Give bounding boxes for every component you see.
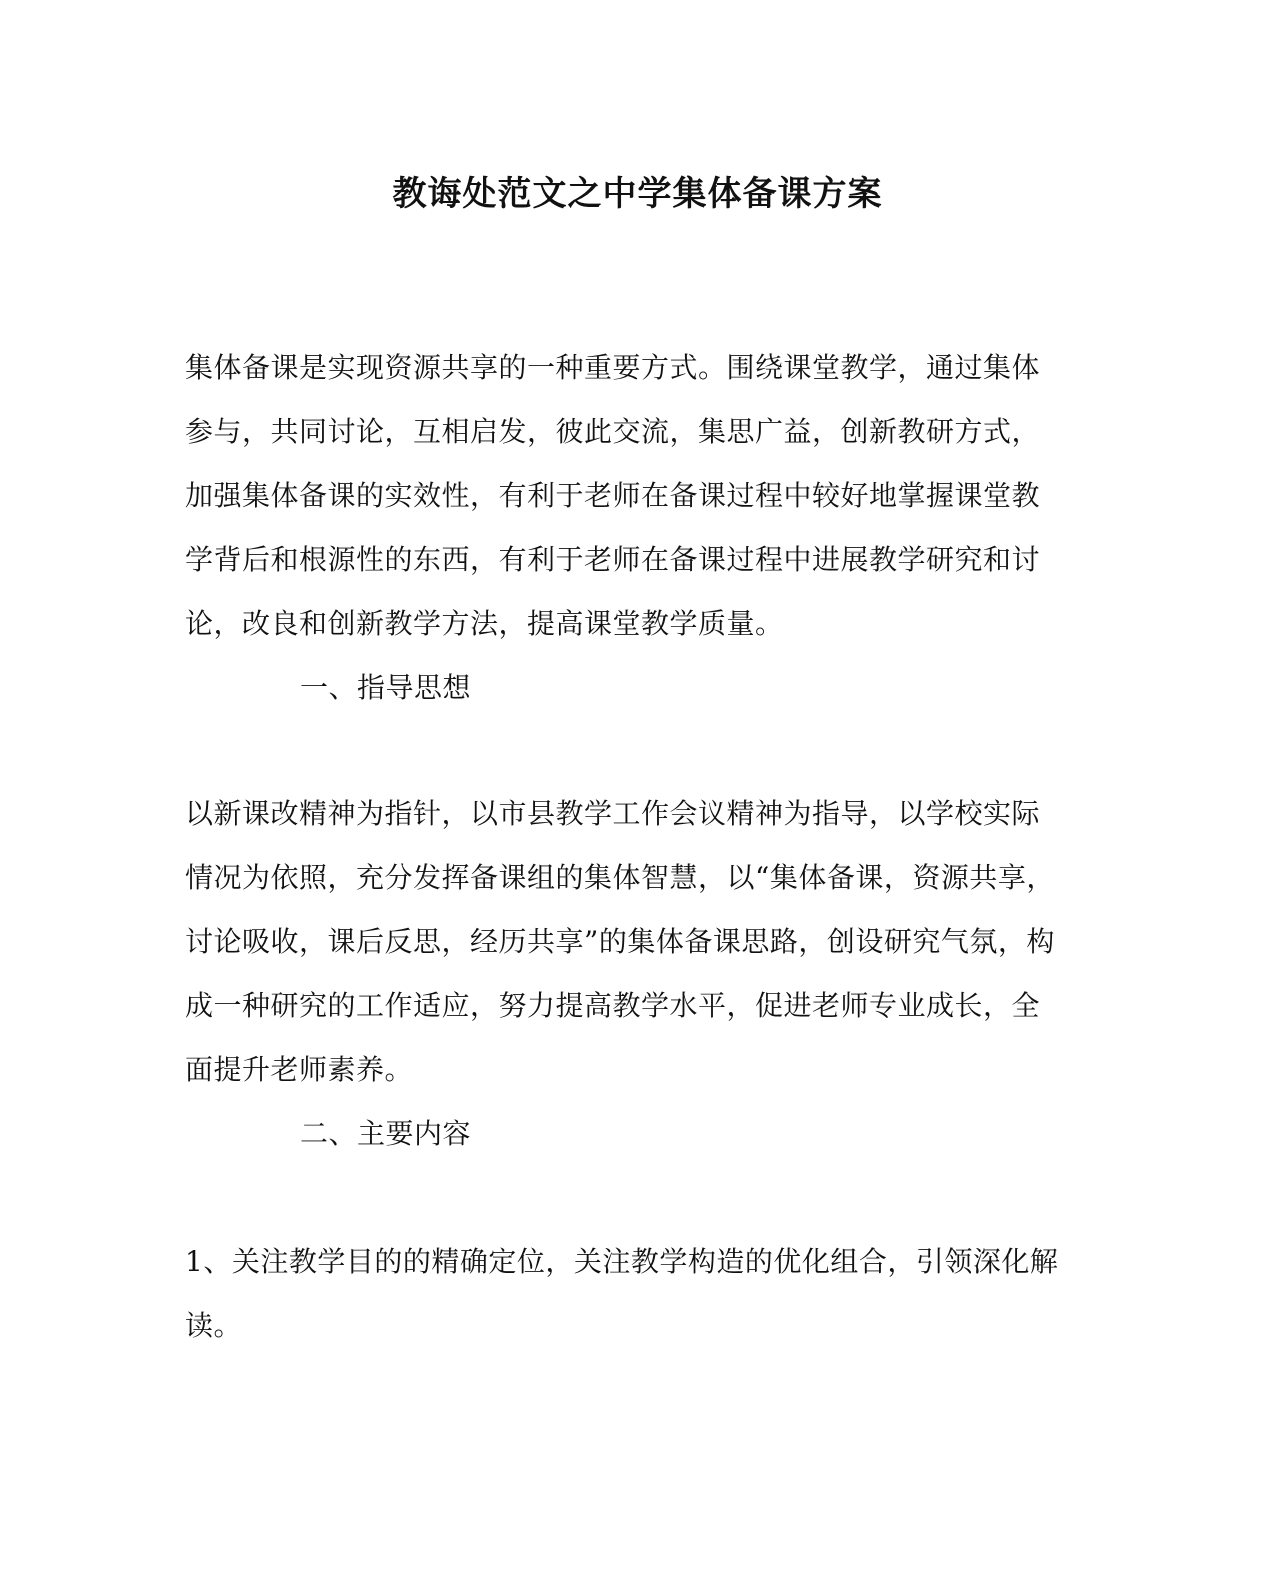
intro-paragraph: 集体备课是实现资源共享的一种重要方式。围绕课堂教学，通过集体参与，共同讨论，互相启发，彼此交流，集思广益，创新教研方式，加强集体备课的实效性，有利于老师在备课过程中较好地掌握课堂教学背后和根源性的东西，有利于老师在备课过程中进展教学研究和讨论，改良和创新教学方法，提高课堂教学质量。 [185,351,1041,640]
section-paragraph-guiding-ideology: 以新课改精神为指针，以市县教学工作会议精神为指导，以学校实际情况为依照，充分发挥备课组的集体智慧，以“集体备课，资源共享，讨论吸收，课后反思，经历共享”的集体备课思路，创设研究气氛，构成一种研究的工作适应，努力提高教学水平，促进老师专业成长，全面提升老师素养。 [185,797,1055,1086]
section-heading-main-content: 二、主要内容 [300,1117,472,1150]
section-paragraph-main-content: 1、关注教学目的的精确定位，关注教学构造的优化组合，引领深化解读。 [185,1245,1059,1342]
document-title: 教诲处范文之中学集体备课方案 [392,174,883,214]
section-heading-guiding-ideology: 一、指导思想 [300,671,472,704]
